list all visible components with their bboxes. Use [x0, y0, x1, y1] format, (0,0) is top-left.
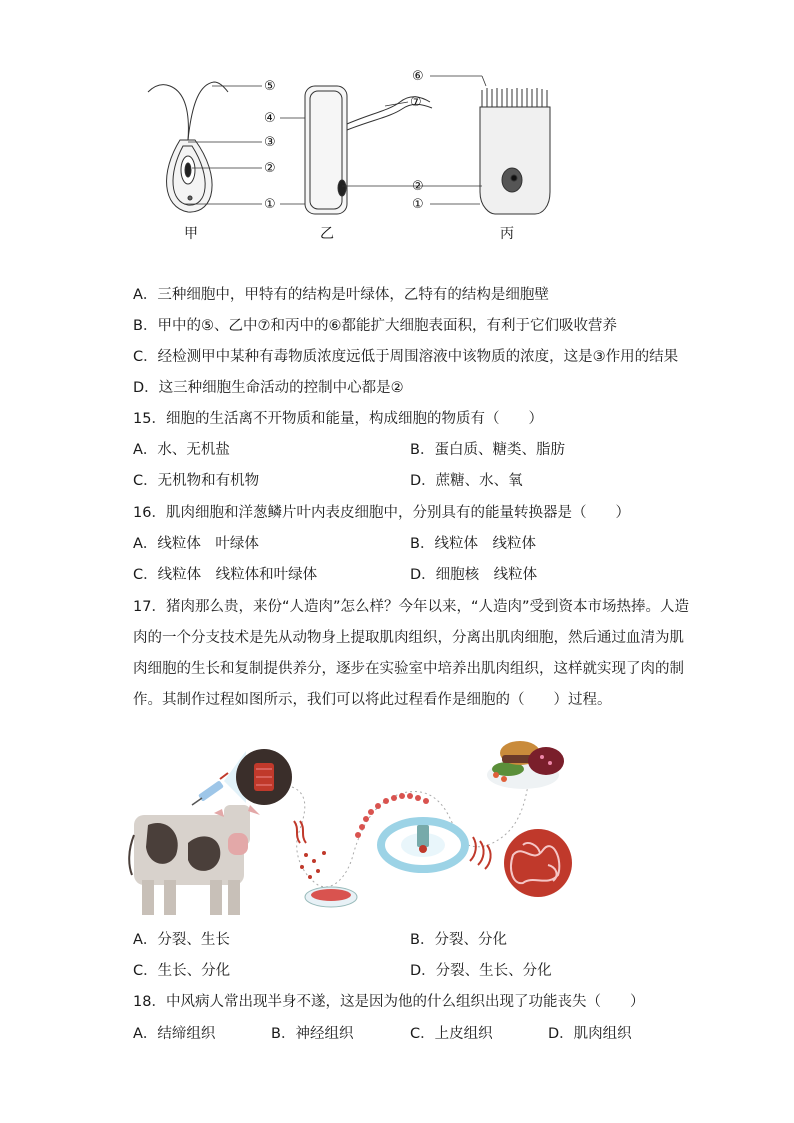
label-4: ④	[264, 111, 276, 126]
label-3: ③	[264, 135, 276, 150]
q17-stem-line-1: 17．猪肉那么贵，来份“人造肉”怎么样？今年以来，“人造肉”受到资本市场热捧。人造	[133, 599, 689, 615]
q14-option-c: C．经检测甲中某种有毒物质浓度远低于周围溶液中该物质的浓度，这是③作用的结果	[133, 349, 679, 365]
q15-option-d: D．蔗糖、水、氧	[410, 473, 523, 489]
q18-option-a: A．结缔组织	[133, 1026, 216, 1042]
syringe-image	[192, 773, 228, 805]
label-1-left: ①	[264, 197, 276, 212]
q16-option-a: A．线粒体 叶绿体	[133, 536, 259, 552]
label-jia: 甲	[184, 226, 198, 242]
q15-option-a: A．水、无机盐	[133, 442, 230, 458]
q15-option-c: C．无机物和有机物	[133, 473, 260, 489]
label-6: ⑥	[412, 69, 424, 84]
cultured-meat-mass	[504, 829, 572, 897]
q17-option-c: C．生长、分化	[133, 963, 231, 979]
q14-option-d: D．这三种细胞生命活动的控制中心都是②	[133, 380, 404, 396]
cultured-meat-illustration	[128, 725, 588, 920]
cell-diagram	[140, 62, 560, 247]
label-1-right: ①	[412, 197, 424, 212]
q15-option-b: B．蛋白质、糖类、脂肪	[410, 442, 565, 458]
label-yi: 乙	[320, 226, 334, 242]
q18-option-d: D．肌肉组织	[548, 1026, 632, 1042]
q18-option-b: B．神经组织	[271, 1026, 354, 1042]
q17-option-b: B．分裂、分化	[410, 932, 507, 948]
cell-bing	[480, 88, 550, 214]
q17-option-d: D．分裂、生长、分化	[410, 963, 552, 979]
q16-option-c: C．线粒体 线粒体和叶绿体	[133, 567, 318, 583]
label-7: ⑦	[410, 95, 422, 110]
q18-stem: 18．中风病人常出现半身不遂，这是因为他的什么组织出现了功能丧失（ ）	[133, 994, 645, 1010]
q17-option-a: A．分裂、生长	[133, 932, 230, 948]
cell-jia	[148, 82, 228, 212]
q17-stem-line-4: 作。其制作过程如图所示，我们可以将此过程看作是细胞的（ ）过程。	[133, 692, 612, 708]
cow-image	[129, 805, 260, 915]
q16-stem: 16．肌肉细胞和洋葱鳞片叶内表皮细胞中，分别具有的能量转换器是（ ）	[133, 505, 630, 521]
q17-stem-line-2: 肉的一个分支技术是先从动物身上提取肌肉组织，分离出肌肉细胞，然后通过血清为肌	[133, 630, 684, 646]
label-5: ⑤	[264, 79, 276, 94]
q15-stem: 15．细胞的生活离不开物质和能量，构成细胞的物质有（ ）	[133, 411, 543, 427]
q17-stem-line-3: 肉细胞的生长和复制提供养分，逐步在实验室中培养出肌肉组织，这样就实现了肉的制	[133, 661, 684, 677]
q16-option-d: D．细胞核 线粒体	[410, 567, 538, 583]
label-2-left: ②	[264, 161, 276, 176]
q16-option-b: B．线粒体 线粒体	[410, 536, 536, 552]
label-bing: 丙	[500, 226, 514, 242]
burger-plate-image	[487, 741, 564, 789]
q14-option-b: B．甲中的⑤、乙中⑦和丙中的⑥都能扩大细胞表面积，有利于它们吸收营养	[133, 318, 617, 334]
q18-option-c: C．上皮组织	[410, 1026, 493, 1042]
label-2-right: ②	[412, 179, 424, 194]
q14-option-a: A．三种细胞中，甲特有的结构是叶绿体，乙特有的结构是细胞壁	[133, 287, 549, 303]
